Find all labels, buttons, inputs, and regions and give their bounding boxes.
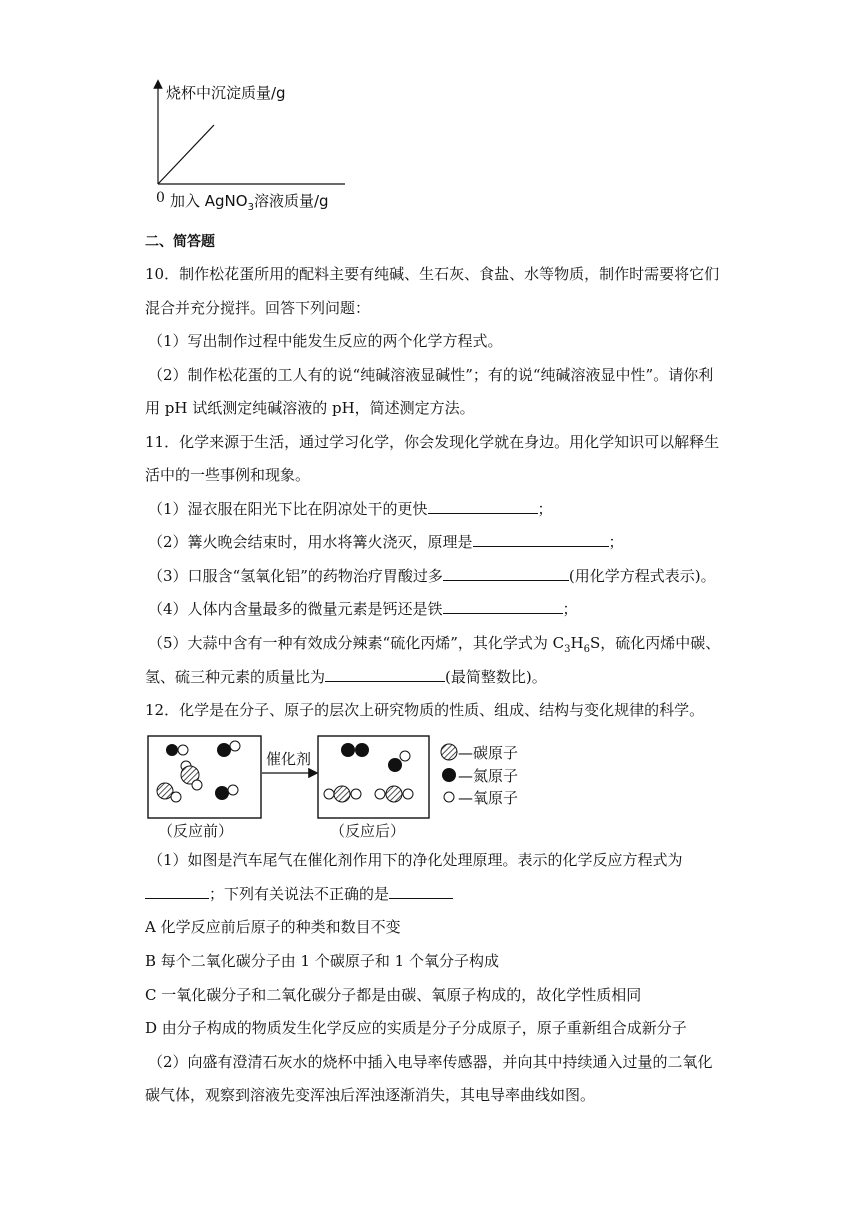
answer-blank[interactable]	[443, 566, 569, 581]
q12-part2-line2: 碳气体，观察到溶液先变浑浊后浑浊逐渐消失，其电导率曲线如图。	[145, 1086, 596, 1104]
q10-stem-line1: 10．制作松花蛋所用的配料主要有纯碱、生石灰、食盐、水等物质，制作时需要将它们	[145, 265, 720, 283]
precipitate-graph	[150, 78, 350, 213]
legend-nitrogen-label: —氮原子	[458, 767, 519, 785]
answer-blank[interactable]	[145, 884, 209, 899]
answer-blank[interactable]	[325, 667, 445, 682]
graph-x-label: 加入 AgNO$_3$溶液质量/g	[170, 192, 329, 213]
q10-part1: （1）写出制作过程中能发生反应的两个化学方程式。	[148, 332, 503, 350]
answer-blank[interactable]	[428, 499, 538, 514]
reaction-diagram	[140, 728, 540, 844]
before-box	[148, 736, 261, 818]
q11-stem-line2: 活中的一些事例和现象。	[145, 466, 311, 484]
after-molecules	[324, 743, 413, 802]
after-caption: （反应后）	[330, 822, 406, 840]
q12-option-b: B 每个二氧化碳分子由 1 个碳原子和 1 个氧分子构成	[145, 952, 499, 970]
q11-stem-line1: 11．化学来源于生活，通过学习化学，你会发现化学就在身边。用化学知识可以解释生	[145, 433, 720, 451]
legend-oxygen-label: —氧原子	[458, 789, 519, 807]
before-molecules	[157, 741, 240, 802]
graph-y-label: 烧杯中沉淀质量/g	[166, 84, 286, 102]
q12-option-d: D 由分子构成的物质发生化学反应的实质是分子分成原子，原子重新组合成新分子	[145, 1019, 687, 1037]
answer-blank[interactable]	[443, 599, 563, 614]
legend-carbon-label: —碳原子	[458, 744, 519, 762]
q11-part2: （2）篝火晚会结束时，用水将篝火浇灭，原理是 ；	[148, 533, 624, 551]
q12-stem: 12．化学是在分子、原子的层次上研究物质的性质、组成、结构与变化规律的科学。	[145, 701, 705, 719]
catalyst-label: 催化剂	[266, 750, 312, 768]
q10-part2-line1: （2）制作松花蛋的工人有的说“纯碱溶液显碱性”；有的说“纯碱溶液显中性”。请你利	[148, 366, 714, 384]
q11-part5-line1: （5）大蒜中含有一种有效成分辣素“硫化丙烯”，其化学式为 $C_3H_6S$，硫化丙烯中碳、	[148, 634, 721, 655]
q10-stem-line2: 混合并充分搅拌。回答下列问题：	[145, 299, 371, 317]
q12-option-c: C 一氧化碳分子和二氧化碳分子都是由碳、氧原子构成的，故化学性质相同	[145, 986, 642, 1004]
q10-part2-line2: 用 pH 试纸测定纯碱溶液的 pH，简述测定方法。	[145, 399, 475, 417]
legend-nitrogen-symbol	[442, 768, 456, 782]
answer-blank[interactable]	[389, 884, 453, 899]
q12-option-a: A 化学反应前后原子的种类和数目不变	[145, 918, 401, 936]
q11-part4: （4）人体内含量最多的微量元素是钙还是铁 ；	[148, 600, 578, 618]
q11-part5-line2: 氢、硫三种元素的质量比为 (最简整数比)。	[145, 668, 547, 686]
legend-oxygen-symbol	[444, 792, 454, 802]
q11-part1: （1）湿衣服在阳光下比在阴凉处干的更快 ；	[148, 500, 553, 518]
answer-blank[interactable]	[473, 532, 609, 547]
after-box	[318, 736, 429, 818]
q12-part1-line2: ；下列有关说法不正确的是	[145, 884, 453, 904]
q11-part3: （3）口服含“氢氧化铝”的药物治疗胃酸过多 (用化学方程式表示)。	[148, 567, 716, 585]
graph-origin: 0	[156, 190, 165, 206]
data-line	[158, 125, 214, 184]
before-caption: （反应前）	[158, 822, 234, 840]
legend-carbon-symbol	[441, 744, 457, 760]
q12-part1-line1: （1）如图是汽车尾气在催化剂作用下的净化处理原理。表示的化学反应方程式为	[148, 851, 683, 869]
q12-part2-line1: （2）向盛有澄清石灰水的烧杯中插入电导率传感器，并向其中持续通入过量的二氧化	[148, 1053, 713, 1071]
section-title: 二、简答题	[145, 234, 215, 250]
